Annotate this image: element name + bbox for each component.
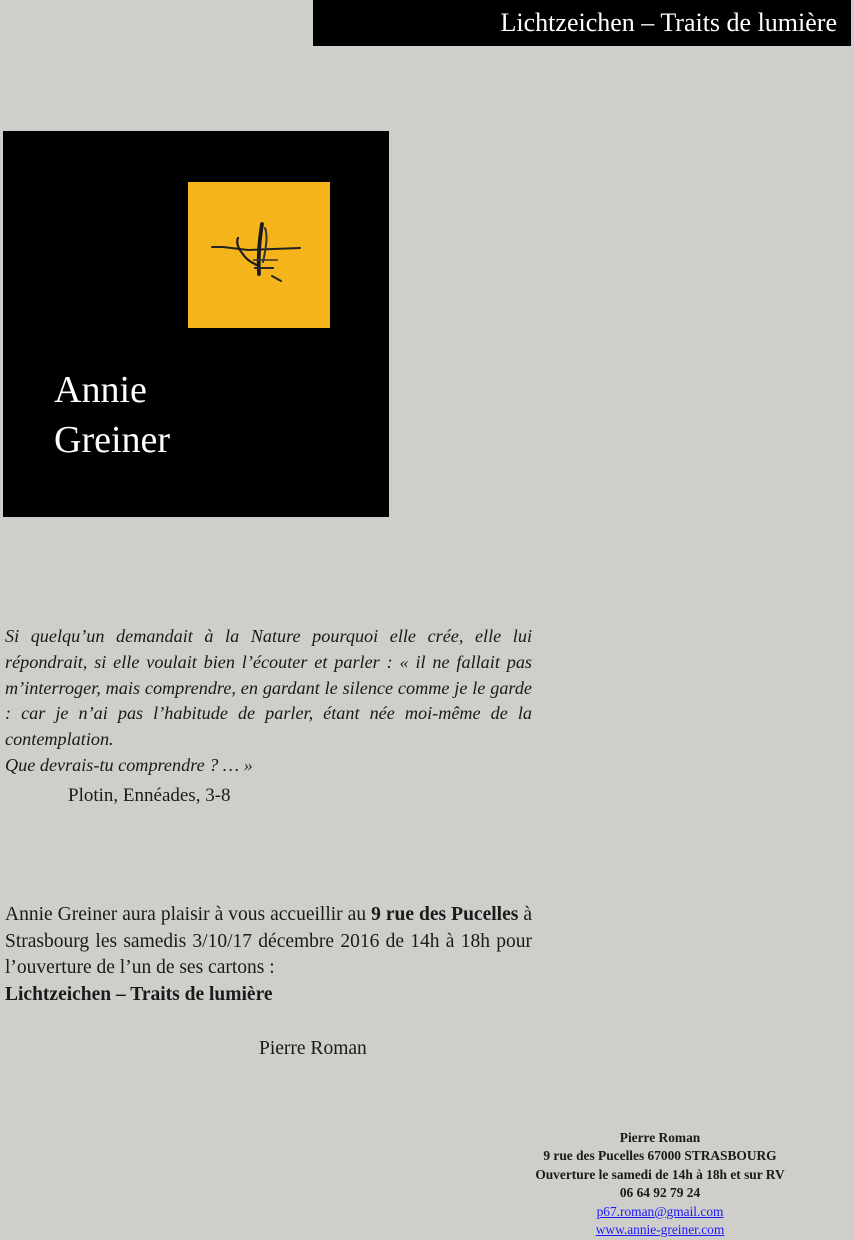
announcement-details: à Strasbourg les samedis 3/10/17 décembre 2016 de 14h à 18h pour l’ouverture de l’un de ses cartons : — [5, 904, 533, 978]
artist-last-name: Greiner — [54, 419, 171, 461]
quote-attribution: Plotin, Ennéades, 3-8 — [68, 785, 231, 806]
announcement-address: 9 rue des Pucelles — [371, 904, 519, 925]
footer-hours: Ouverture le samedi de 14h à 18h et sur RV — [535, 1166, 785, 1182]
exhibition-title: Lichtzeichen – Traits de lumière — [5, 983, 273, 1005]
header-title-bar — [313, 0, 851, 46]
footer-website-link[interactable]: www.annie-greiner.com — [595, 1222, 725, 1238]
plotinus-quote — [5, 624, 532, 779]
announcement-paragraph — [5, 902, 532, 982]
header-title: Lichtzeichen – Traits de lumière — [500, 8, 837, 37]
announcement-intro: Annie Greiner aura plaisir à vous accueillir au — [5, 904, 372, 925]
signature: Pierre Roman — [259, 1038, 367, 1059]
brush-stroke-mark — [188, 182, 330, 328]
artist-first-name: Annie — [54, 369, 147, 411]
quote-text: Si quelqu’un demandait à la Nature pourquoi elle crée, elle lui répondrait, si elle voulait bien l’écouter et parler : « il ne fallait pas m’interroger, mais comprendre, en gardant le silence comme je le garde : car je n’ai pas l’habitude de parler, étant née moi-même de la contemplation. — [5, 626, 532, 750]
yellow-artwork-square — [188, 182, 330, 328]
contact-footer — [490, 1129, 830, 1239]
footer-email-link[interactable]: p67.roman@gmail.com — [596, 1203, 724, 1219]
footer-phone: 06 64 92 79 24 — [619, 1185, 701, 1201]
artist-name — [54, 365, 170, 465]
quote-last-line: Que devrais-tu comprendre ? … » — [5, 754, 253, 775]
announcement — [5, 902, 532, 1008]
footer-address: 9 rue des Pucelles 67000 STRASBOURG — [543, 1148, 777, 1164]
footer-name: Pierre Roman — [619, 1130, 701, 1145]
cover-image — [3, 131, 389, 517]
